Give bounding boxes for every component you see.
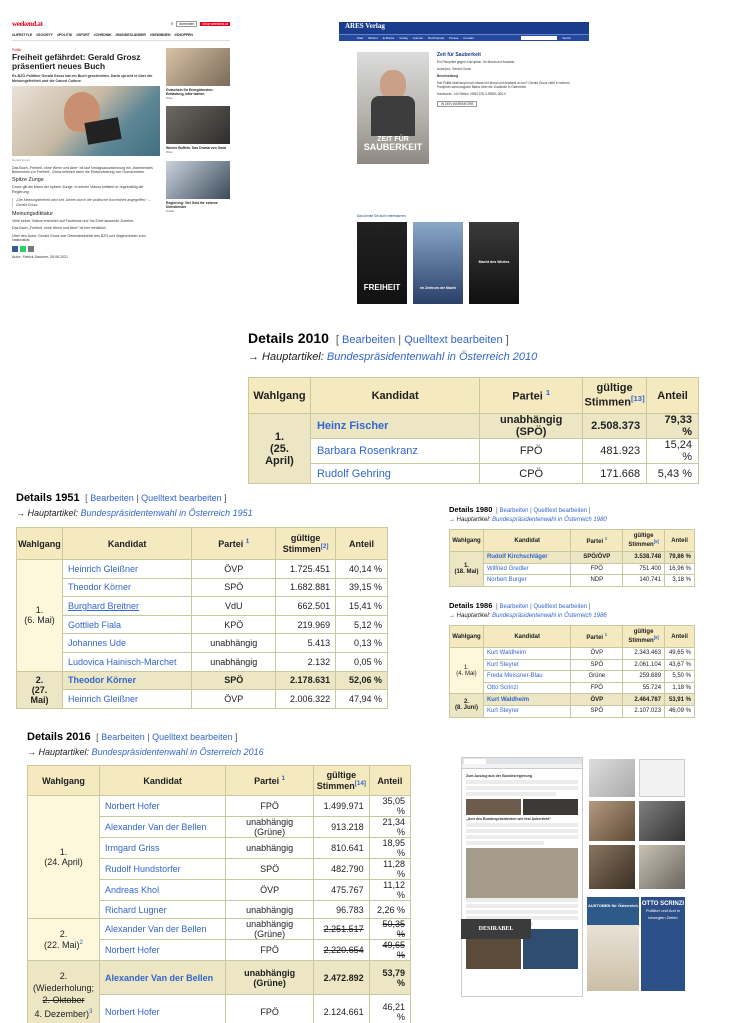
votes-cell: 219.969: [276, 615, 336, 634]
sidebar-sub: Politik: [166, 208, 175, 213]
menu-item[interactable]: Bücher: [368, 36, 378, 40]
share-cell: 1,18 %: [665, 682, 695, 694]
votes-cell: 140.741: [623, 575, 665, 587]
col-header: Partei $^1$: [571, 530, 623, 552]
article-photo: [12, 86, 160, 156]
votes-cell: 2.343.463: [623, 648, 665, 660]
thumb-image: [639, 801, 685, 841]
book-cover[interactable]: [357, 52, 429, 164]
share-cell: 5,43 %: [647, 464, 699, 484]
votes-cell: 2.061.104: [623, 659, 665, 671]
col-header: Kandidat: [483, 626, 570, 648]
sidebar-title[interactable]: Regierung: Viel Geld für externe Dienstleister: [166, 200, 218, 209]
candidate-link[interactable]: Richard Lugner: [100, 901, 226, 919]
party-cell: VdU: [192, 597, 276, 616]
desc-label: Beschreibung: [437, 74, 459, 78]
round-cell: 2. (8. Juni): [450, 694, 484, 717]
round-cell: 1. (4. Mai): [450, 648, 484, 694]
edit-link[interactable]: Bearbeiten: [499, 508, 529, 514]
votes-cell: 662.501: [276, 597, 336, 616]
share-cell: 53,79 %: [369, 961, 410, 995]
party-cell: FPÖ: [480, 439, 583, 464]
facebook-icon[interactable]: [12, 246, 18, 252]
candidate-link[interactable]: Norbert Burger: [483, 575, 571, 587]
votes-cell: 55.724: [623, 682, 665, 694]
results-table: [27, 765, 411, 1023]
results-table: [449, 529, 695, 587]
candidate-link[interactable]: Gottlieb Fiala: [62, 615, 191, 634]
ares-verlag-screenshot: [339, 22, 589, 312]
votes-cell: 2.508.373: [583, 414, 647, 439]
article-headline: Freiheit gefährdet: Gerald Grosz präsentiert neues Buch: [12, 52, 141, 72]
votes-cell: 2.464.787: [623, 694, 665, 706]
party-cell: unabhängig (Grüne): [226, 961, 314, 995]
share-cell: 2,26 %: [369, 901, 410, 919]
edit-link[interactable]: Bearbeiten: [101, 732, 145, 742]
votes-cell: 2.178.631: [276, 671, 336, 690]
share-cell: 43,67 %: [665, 659, 695, 671]
share-cell: 5,12 %: [336, 615, 388, 634]
article-images: [466, 848, 578, 898]
browser-tab[interactable]: [464, 759, 486, 764]
thumb-image: [639, 845, 685, 889]
candidate-link[interactable]: Alexander Van der Bellen: [100, 817, 226, 838]
party-cell: ÖVP: [571, 694, 623, 706]
party-cell: ÖVP: [226, 880, 314, 901]
round-cell: 2. (22. Mai)$^2$: [28, 919, 100, 961]
menu-item[interactable]: Autoren: [412, 36, 424, 40]
browser-collage-screenshot: [461, 757, 687, 1003]
edit-link[interactable]: Bearbeiten: [499, 604, 529, 610]
article-author: Autor: Patrick Dautzen, 28.06.2021: [12, 254, 68, 259]
menu-item[interactable]: E-Books: [382, 36, 395, 40]
details-1980-section: [449, 505, 703, 587]
round-cell: 2. (27. Mai): [17, 671, 63, 708]
table-row: [450, 694, 695, 706]
votes-cell: 2.220.654: [314, 940, 370, 961]
browser-window: [461, 757, 583, 997]
thumb-image: [589, 845, 635, 889]
shop-button[interactable]: shop.weekend.at: [202, 21, 228, 26]
candidate-link[interactable]: Kurt Waldheim: [483, 694, 570, 706]
sidebar-title[interactable]: Gutschein für Energiekosten: Entlastung, bitte warten: [166, 88, 214, 96]
sidebar-sub: Wien: [166, 150, 173, 155]
round-cell: 1. (24. April): [28, 796, 100, 919]
article-paragraph: Grosz gilt als Mann der spitzen Zunge. In seinen Videos kritisiert er regelmäßig die Regierung.: [12, 185, 144, 194]
table-row: [249, 439, 699, 464]
party-cell: NDP: [571, 575, 623, 587]
party-cell: SPÖ: [226, 859, 314, 880]
share-cell: 49,65 %: [369, 940, 410, 961]
section-heading: Details 1951 [ Bearbeiten | Quelltext bearbeiten ]: [16, 492, 227, 504]
table-row: [450, 648, 695, 660]
nav-item[interactable]: #BUNDESLÄNDER: [115, 33, 146, 37]
share-cell: 0,13 %: [336, 634, 388, 653]
col-header: Kandidat: [310, 378, 479, 414]
candidate-link[interactable]: Kurt Waldheim: [483, 648, 570, 660]
party-cell: unabhängig (Grüne): [226, 919, 314, 940]
share-cell: 79,33 %: [647, 414, 699, 439]
party-cell: unabhängig: [192, 652, 276, 671]
votes-cell: 96.783: [314, 901, 370, 919]
share-cell: 16,96 %: [665, 563, 695, 575]
party-cell: SPÖ: [192, 671, 276, 690]
weekend-nav: [12, 30, 230, 41]
table-row: [17, 560, 388, 579]
thumb-image: [589, 759, 635, 797]
col-header: Anteil: [369, 766, 410, 796]
section-heading: Details 1986 [ Bearbeiten | Quelltext bearbeiten ]: [449, 601, 591, 610]
menu-item[interactable]: Buchhandel: [428, 36, 445, 40]
email-icon[interactable]: [28, 246, 34, 252]
round-cell: 2. (Wiederholung; 2. Oktober 4. Dezember)$^3$: [28, 961, 100, 1023]
results-table: [248, 377, 699, 484]
sidebar-title[interactable]: Wiener Buffets: Das Drama von Omai: [166, 146, 227, 151]
col-header: Partei $^1$: [192, 528, 276, 560]
col-header: gültige Stimmen[14]: [314, 766, 370, 796]
weekend-logo[interactable]: weekend.at: [12, 20, 43, 29]
book-cover: AUSTOBEN für Österreich: [587, 897, 639, 991]
col-header: Wahlgang: [249, 378, 311, 414]
votes-cell: 1.682.881: [276, 578, 336, 597]
related-book[interactable]: Im Zentrum der Macht: [413, 222, 463, 304]
party-cell: FPÖ: [226, 796, 314, 817]
candidate-link[interactable]: Alexander Van der Bellen: [100, 961, 226, 995]
table-row: [17, 634, 388, 653]
whatsapp-icon[interactable]: [20, 246, 26, 252]
edit-source-link[interactable]: Quelltext bearbeiten: [141, 493, 222, 503]
nav-item[interactable]: #CHRONIK: [93, 33, 112, 37]
main-article-link: → Hauptartikel: Bundespräsidentenwahl in Österreich 2010: [248, 351, 538, 363]
col-header: Anteil: [665, 530, 695, 552]
votes-cell: 2.251.517: [314, 919, 370, 940]
col-header: gültige Stimmen[5]: [623, 530, 665, 552]
sidebar-thumb[interactable]: [166, 106, 230, 144]
book-cover: OTTO SCRINZI Politiker und Arzt in bewegten Zeiten: [641, 897, 685, 991]
table-row: [249, 464, 699, 484]
candidate-link[interactable]: Freda Meissner-Blau: [483, 671, 570, 683]
article-images: [466, 799, 578, 815]
details-1986-section: [449, 601, 703, 718]
newspaper-masthead: DESIRABEL: [461, 919, 531, 939]
table-row: [450, 705, 695, 717]
col-header: gültige Stimmen[2]: [276, 528, 336, 560]
party-cell: SPÖ: [571, 659, 623, 671]
share-cell: 49,65 %: [665, 648, 695, 660]
search-button[interactable]: Suche: [562, 36, 571, 40]
book-title: Zeit für Sauberkeit: [437, 52, 481, 58]
section-heading: Details 2010 [ Bearbeiten | Quelltext bearbeiten ]: [248, 330, 509, 346]
login-button[interactable]: Anmelden: [176, 21, 197, 27]
party-cell: unabhängig: [226, 901, 314, 919]
thumb-image: [639, 759, 685, 797]
share-cell: 47,94 %: [336, 690, 388, 709]
details-1951-section: [16, 492, 396, 709]
table-row: [450, 563, 695, 575]
share-cell: 39,15 %: [336, 578, 388, 597]
table-row: [17, 615, 388, 634]
menu-item[interactable]: Kontakt: [463, 36, 474, 40]
votes-cell: 1.499.971: [314, 796, 370, 817]
search-input[interactable]: [521, 36, 557, 40]
candidate-link[interactable]: Barbara Rosenkranz: [310, 439, 479, 464]
search-icon[interactable]: ⚲: [170, 21, 174, 26]
col-header: gültige Stimmen[13]: [583, 378, 647, 414]
nav-item[interactable]: #GEWINNEN: [149, 33, 171, 37]
nav-item[interactable]: #SOCIETY: [36, 33, 53, 37]
table-row: [450, 552, 695, 564]
candidate-link[interactable]: Theodor Körner: [62, 671, 191, 690]
votes-cell: 2.107.023: [623, 705, 665, 717]
menu-item[interactable]: Start: [357, 36, 364, 40]
edit-source-link[interactable]: Quelltext bearbeiten: [533, 508, 588, 514]
book-info: [437, 52, 583, 109]
table-row: [17, 597, 388, 616]
edit-source-link[interactable]: Quelltext bearbeiten: [152, 732, 233, 742]
ares-menu: [339, 34, 589, 41]
table-row: [249, 414, 699, 439]
candidate-link[interactable]: Johannes Ude: [62, 634, 191, 653]
candidate-link[interactable]: Kurt Steyrer: [483, 659, 570, 671]
round-cell: 1. (18. Mai): [450, 552, 484, 587]
share-cell: 46,09 %: [665, 705, 695, 717]
col-header: Partei $^1$: [571, 626, 623, 648]
candidate-link[interactable]: Norbert Hofer: [100, 995, 226, 1023]
votes-cell: 2.124.661: [314, 995, 370, 1023]
votes-cell: 5.413: [276, 634, 336, 653]
party-cell: FPÖ: [226, 995, 314, 1023]
article-paragraph: Über den Autor: Gerald Grosz war Generalsekretär des BZÖ und Abgeordneter zum Nationalrat.: [12, 233, 146, 243]
weekend-sidebar: [166, 48, 230, 219]
nav-item[interactable]: #POLITIK: [56, 33, 73, 37]
col-header: Anteil: [647, 378, 699, 414]
candidate-link[interactable]: Theodor Körner: [62, 578, 191, 597]
article-paragraph: Das Buch „Freiheit, ohne Wenn und Aber“ ist laut Verlagsauszeichnung ein „flammendes Bekenntnis zur Freiheit“. Grosz kritisiert darin die Einschränkung von Grundrechten.: [12, 165, 153, 175]
table-row: [17, 690, 388, 709]
related-book[interactable]: Macht des Wortes: [469, 222, 519, 304]
main-article-link: → Hauptartikel: Bundespräsidentenwahl in Österreich 1951: [16, 508, 253, 518]
menu-item[interactable]: Verlag: [399, 36, 408, 40]
votes-cell: 481.923: [583, 439, 647, 464]
candidate-link[interactable]: Alexander Van der Bellen: [100, 919, 226, 940]
article-subheading: „Amt des Bundespräsidenten wie fest Asbertieht“: [466, 817, 552, 822]
add-to-cart-button[interactable]: IN DEN WARENKORB: [437, 101, 477, 107]
col-header: Kandidat: [483, 530, 571, 552]
sidebar-sub: Wien: [166, 96, 173, 100]
candidate-link[interactable]: Otto Scrinzi: [483, 682, 570, 694]
table-row: [450, 682, 695, 694]
table-row: [28, 919, 411, 940]
ares-logo[interactable]: ARES Verlag: [339, 22, 589, 34]
share-cell: 15,24 %: [647, 439, 699, 464]
sidebar-thumb[interactable]: [166, 161, 230, 199]
share-buttons: [12, 246, 160, 252]
details-2016-section: [27, 731, 417, 1023]
nav-item[interactable]: #SHOPPEN: [174, 33, 193, 37]
share-cell: 0,05 %: [336, 652, 388, 671]
share-cell: 46,21 %: [369, 995, 410, 1023]
candidate-link[interactable]: Heinz Fischer: [310, 414, 479, 439]
section-heading: Details 1980 [ Bearbeiten | Quelltext bearbeiten ]: [449, 505, 591, 514]
article-kicker: Politik: [12, 48, 22, 52]
share-cell: 15,41 %: [336, 597, 388, 616]
candidate-link[interactable]: Rudolf Hundstorfer: [100, 859, 226, 880]
party-cell: KPÖ: [192, 615, 276, 634]
col-header: Wahlgang: [450, 530, 484, 552]
article-subheading: Meinungsdiktatur: [12, 211, 54, 218]
main-article-link: → Hauptartikel: Bundespräsidentenwahl in Österreich 1980: [449, 517, 607, 523]
table-row: [28, 961, 411, 995]
col-header: Wahlgang: [450, 626, 484, 648]
book-author: Autor(en): Gerald Grosz: [437, 67, 472, 71]
thumb-image: [589, 801, 635, 841]
votes-cell: 2.006.322: [276, 690, 336, 709]
party-cell: FPÖ: [571, 682, 623, 694]
weekend-header: [12, 18, 230, 30]
party-cell: SPÖ: [571, 705, 623, 717]
col-header: Kandidat: [100, 766, 226, 796]
article-paragraph: Viele seiner Videos erreichen auf Facebook und YouTube tausende Zuseher.: [12, 219, 135, 224]
share-cell: 52,06 %: [336, 671, 388, 690]
book-subtitle: Ein Pamphlet gegen Korruption, für Moral und Anstand: [437, 60, 515, 64]
votes-cell: 259.689: [623, 671, 665, 683]
votes-cell: 810.641: [314, 838, 370, 859]
candidate-link[interactable]: Wilfried Gredler: [483, 563, 571, 575]
share-cell: 53,91 %: [665, 694, 695, 706]
party-cell: ÖVP: [192, 690, 276, 709]
edit-link[interactable]: Bearbeiten: [342, 334, 396, 346]
share-cell: 50,35 %: [369, 919, 410, 940]
article-lead: Ex-BZÖ-Politiker Gerald Grosz hat ein Buch geschrieben. Darin spricht er über die Meinungsfreiheit und die Cancel Culture.: [12, 74, 153, 83]
col-header: Wahlgang: [17, 528, 63, 560]
votes-cell: 2.132: [276, 652, 336, 671]
candidate-link[interactable]: Norbert Hofer: [100, 940, 226, 961]
share-cell: 79,86 %: [665, 552, 695, 564]
table-row: [450, 659, 695, 671]
votes-cell: 1.725.451: [276, 560, 336, 579]
candidate-link[interactable]: Heinrich Gleißner: [62, 560, 191, 579]
cover-title-line1: ZEIT FÜR: [377, 136, 409, 143]
candidate-link[interactable]: Heinrich Gleißner: [62, 690, 191, 709]
party-cell: unabhängig: [226, 838, 314, 859]
share-cell: 5,50 %: [665, 671, 695, 683]
col-header: Partei $^1$: [226, 766, 314, 796]
party-cell: unabhängig (Grüne): [226, 817, 314, 838]
round-cell: 1. (25. April): [249, 414, 311, 484]
related-label: Das könnte Sie auch interessieren:: [357, 214, 407, 218]
round-cell: 1. (6. Mai): [17, 560, 63, 672]
share-cell: 11,28 %: [369, 859, 410, 880]
party-cell: unabhängig (SPÖ): [480, 414, 583, 439]
candidate-link[interactable]: Rudolf Gehring: [310, 464, 479, 484]
votes-cell: 2.472.892: [314, 961, 370, 995]
candidate-link[interactable]: Burghard Breitner: [62, 597, 191, 616]
nav-item[interactable]: #SPORT: [76, 33, 90, 37]
candidate-link[interactable]: Andreas Khol: [100, 880, 226, 901]
cover-title-line2: SAUBERKEIT: [363, 142, 423, 152]
party-cell: SPÖ: [192, 578, 276, 597]
book-description: Hat Politik überhaupt noch etwas mit Moral und Anstand zu tun? Gerald Grosz zieht in seinem Pamphlet schonungslos Bilanz über die Zustände in Österreich.: [437, 81, 570, 89]
results-table: [16, 527, 388, 709]
col-header: gültige Stimmen[6]: [623, 626, 665, 648]
sidebar-thumb[interactable]: [166, 48, 230, 86]
table-row: [17, 652, 388, 671]
col-header: Kandidat: [62, 528, 191, 560]
party-cell: FPÖ: [226, 940, 314, 961]
votes-cell: 913.218: [314, 817, 370, 838]
party-cell: CPÖ: [480, 464, 583, 484]
party-cell: ÖVP: [192, 560, 276, 579]
votes-cell: 171.668: [583, 464, 647, 484]
table-row: [450, 671, 695, 683]
share-cell: 21,34 %: [369, 817, 410, 838]
table-row: [17, 671, 388, 690]
edit-source-link[interactable]: Quelltext bearbeiten: [533, 604, 588, 610]
article-paragraph: Das Buch „Freiheit, ohne Wenn und Aber“ ist hier erhältlich.: [12, 226, 107, 231]
votes-cell: 482.790: [314, 859, 370, 880]
weekend-article: [12, 48, 160, 262]
article-quote: „Die Meinungsfreiheit wird seit Jahren durch die politische Korrektheit angegriffen.“ – Gerald Grosz: [12, 198, 160, 207]
col-header: Partei $^1$: [480, 378, 583, 414]
menu-item[interactable]: Presse: [449, 36, 459, 40]
share-cell: 11,12 %: [369, 880, 410, 901]
votes-cell: 475.767: [314, 880, 370, 901]
share-cell: 35,05 %: [369, 796, 410, 817]
related-book[interactable]: FREIHEIT: [357, 222, 407, 304]
main-article-link: → Hauptartikel: Bundespräsidentenwahl in Österreich 2016: [27, 747, 264, 757]
main-article-link: → Hauptartikel: Bundespräsidentenwahl in Österreich 1986: [449, 613, 607, 619]
table-row: [17, 578, 388, 597]
party-cell: ÖVP: [571, 648, 623, 660]
table-row: [28, 796, 411, 817]
article-title: Zum Auszug aus der Bundesregierung: [466, 774, 532, 778]
weekend-article-screenshot: [12, 18, 230, 458]
candidate-link[interactable]: Kurt Steyrer: [483, 705, 570, 717]
book-details: Hardcover, 144 Seiten, ISBN 978-3-99081-000-0: [437, 92, 506, 96]
party-cell: Grüne: [571, 671, 623, 683]
article-subheading: Spitze Zunge: [12, 177, 44, 184]
share-cell: 3,18 %: [665, 575, 695, 587]
share-cell: 40,14 %: [336, 560, 388, 579]
photo-caption: Gerald Grosz: [12, 158, 30, 163]
share-cell: 18,95 %: [369, 838, 410, 859]
section-heading: Details 2016 [ Bearbeiten | Quelltext bearbeiten ]: [27, 731, 238, 743]
candidate-link[interactable]: Norbert Hofer: [100, 796, 226, 817]
candidate-link[interactable]: Rudolf Kirchschläger: [483, 552, 571, 564]
table-row: [450, 575, 695, 587]
edit-link[interactable]: Bearbeiten: [90, 493, 134, 503]
candidate-link[interactable]: Irmgard Griss: [100, 838, 226, 859]
party-cell: unabhängig: [192, 634, 276, 653]
candidate-link[interactable]: Ludovica Hainisch-Marchet: [62, 652, 191, 671]
party-cell: FPÖ: [571, 563, 623, 575]
col-header: Anteil: [336, 528, 388, 560]
edit-source-link[interactable]: Quelltext bearbeiten: [404, 334, 503, 346]
results-table: [449, 625, 695, 718]
col-header: Anteil: [665, 626, 695, 648]
details-2010-section: [248, 330, 708, 484]
party-cell: SPÖ/ÖVP: [571, 552, 623, 564]
col-header: Wahlgang: [28, 766, 100, 796]
votes-cell: 751.400: [623, 563, 665, 575]
votes-cell: 3.538.748: [623, 552, 665, 564]
nav-item[interactable]: #LIFESTYLE: [12, 33, 33, 37]
